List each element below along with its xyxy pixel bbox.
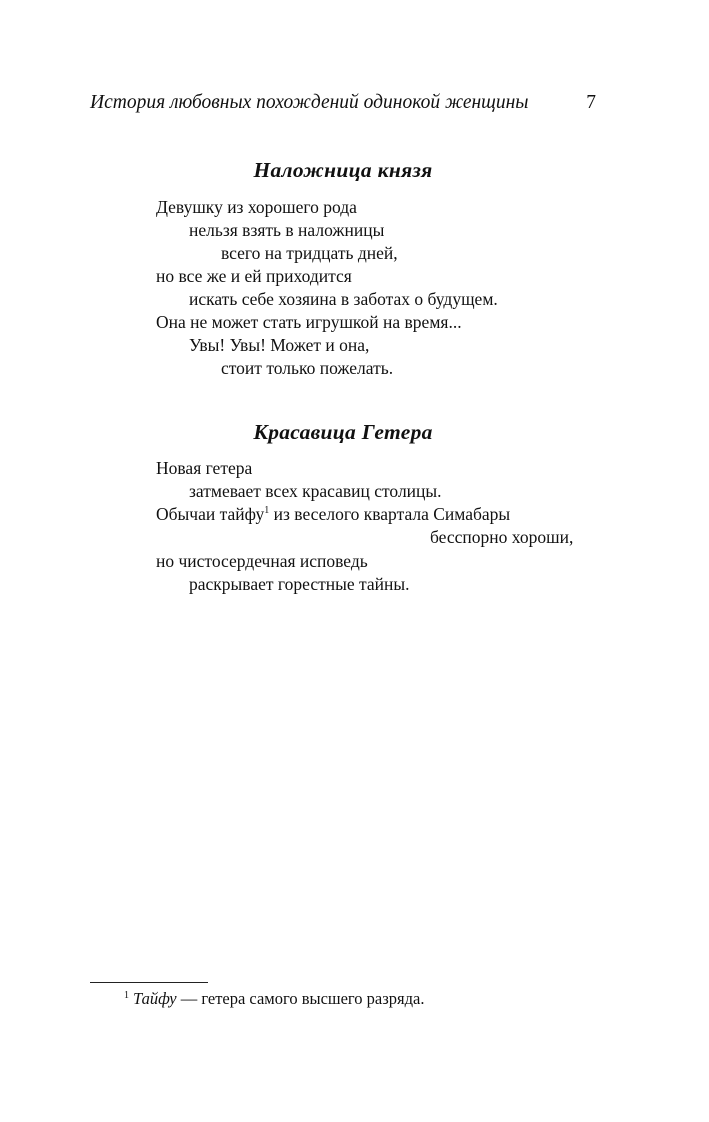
verse-line: затмевает всех красавиц столицы.	[189, 481, 442, 501]
verse-line: Она не может стать игрушкой на время...	[156, 312, 462, 332]
footnote-text: — гетера самого высшего разряда.	[176, 989, 425, 1008]
section-title: Красавица Гетера	[253, 420, 433, 444]
verse-line: искать себе хозяина в заботах о будущем.	[189, 289, 498, 309]
verse-text: Обычаи тайфу	[156, 504, 265, 524]
footnote-marker: 1	[124, 990, 129, 1001]
verse-line: Увы! Увы! Может и она,	[189, 335, 370, 355]
footnote	[124, 989, 424, 1009]
verse-line: Новая гетера	[156, 458, 253, 478]
verse-line: раскрывает горестные тайны.	[189, 574, 410, 594]
verse-line: Девушку из хорошего рода	[156, 197, 357, 217]
footnote-divider	[90, 982, 208, 983]
verse-line: всего на тридцать дней,	[221, 243, 398, 263]
verse-line	[156, 506, 510, 524]
verse-line: бесспорно хороши,	[430, 527, 574, 547]
footnote-term: Тайфу	[133, 989, 177, 1008]
verse-line: но все же и ей приходится	[156, 266, 352, 286]
running-header	[90, 92, 600, 118]
verse-text: из веселого квартала Симабары	[269, 504, 511, 524]
page-number: 7	[586, 92, 596, 113]
running-title: История любовных похождений одинокой женщины	[90, 92, 529, 113]
verse-line: стоит только пожелать.	[221, 358, 394, 378]
section-title: Наложница князя	[253, 158, 433, 182]
footnote-reference: 1	[264, 505, 270, 516]
verse-line: нельзя взять в наложницы	[189, 220, 385, 240]
verse-line: но чистосердечная исповедь	[156, 551, 368, 571]
